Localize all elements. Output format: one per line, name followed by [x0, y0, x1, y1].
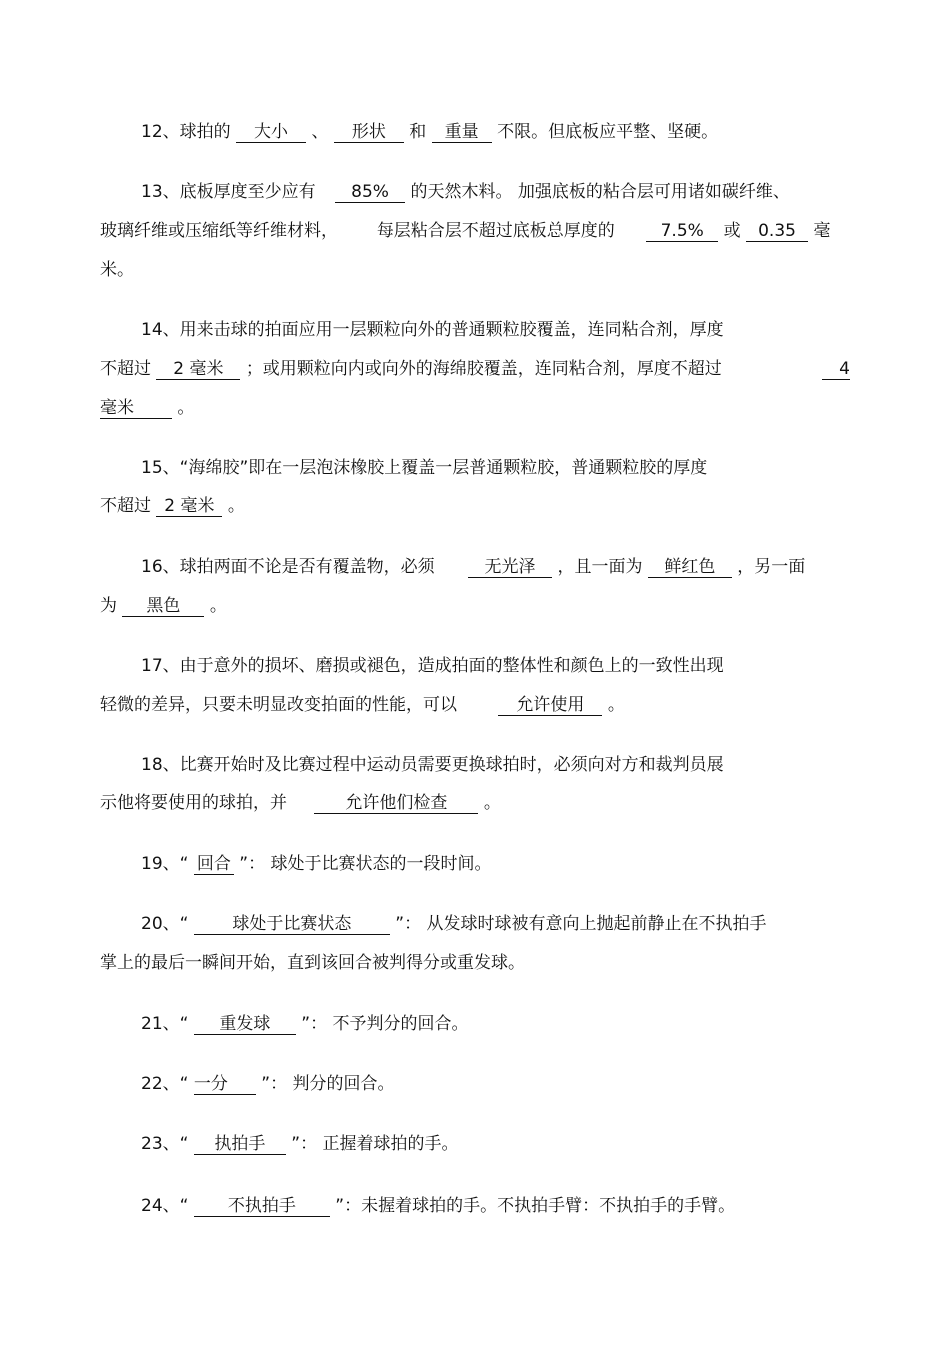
item-13-sep: 或	[723, 221, 741, 241]
item-12-sep-2: 和	[409, 122, 427, 142]
item-23-prefix: 23、“	[141, 1134, 189, 1154]
item-18-blank-1: 允许他们检查	[314, 794, 478, 814]
item-19	[141, 853, 491, 875]
item-14-line-3	[100, 397, 194, 419]
item-16-mid: ，且一面为	[557, 557, 643, 577]
item-17-line2-prefix: 轻微的差异，只要未明显改变拍面的性能，可以	[100, 695, 457, 715]
item-15-blank-1: 2 毫米	[156, 497, 222, 517]
item-15-line1-text: 15、“海绵胶”即在一层泡沫橡胶上覆盖一层普通颗粒胶，普通颗粒胶的厚度	[141, 458, 708, 478]
item-15-line-1	[141, 457, 707, 479]
item-13-line3-text: 米。	[100, 260, 134, 280]
item-13-line-1	[141, 181, 790, 203]
item-13-prefix: 13、底板厚度至少应有	[141, 182, 316, 202]
item-18-line1-text: 18、比赛开始时及比赛过程中运动员需要更换球拍时，必须向对方和裁判员展	[141, 755, 724, 775]
item-22	[141, 1073, 394, 1095]
item-13-blank-1: 85%	[335, 183, 405, 203]
item-22-blank-1: 一分	[194, 1075, 256, 1095]
item-13-line2-suffix: 毫	[813, 221, 831, 241]
item-12	[141, 121, 718, 143]
item-20-line2-text: 掌上的最后一瞬间开始，直到该回合被判得分或重发球。	[100, 953, 525, 973]
item-20-line-1	[141, 913, 766, 935]
item-14-blank-2-part-1: 4	[822, 360, 850, 380]
item-12-blank-1: 大小	[236, 123, 306, 143]
item-22-prefix: 22、“	[141, 1074, 189, 1094]
item-18-line2-prefix: 示他将要使用的球拍，并	[100, 793, 287, 813]
item-13-blank-3: 0.35	[746, 222, 808, 242]
item-19-suffix: ”： 球处于比赛状态的一段时间。	[239, 854, 492, 874]
item-12-blank-2: 形状	[334, 123, 404, 143]
item-21-blank-1: 重发球	[194, 1015, 296, 1035]
item-17-line-1	[141, 655, 724, 677]
item-13-line-2	[100, 220, 830, 242]
item-12-prefix: 12、球拍的	[141, 122, 231, 142]
item-19-prefix: 19、“	[141, 854, 189, 874]
item-14-line3-suffix: 。	[177, 398, 195, 418]
item-16-blank-2: 鲜红色	[648, 558, 732, 578]
item-17-blank-1: 允许使用	[498, 696, 602, 716]
item-14-line-2	[100, 358, 722, 380]
item-23-blank-1: 执拍手	[194, 1135, 286, 1155]
item-14-line-1	[141, 319, 724, 341]
item-16-line2-prefix: 为	[100, 596, 117, 616]
item-24-prefix: 24、“	[141, 1196, 189, 1216]
item-23-suffix: ”： 正握着球拍的手。	[291, 1134, 459, 1154]
item-21-prefix: 21、“	[141, 1014, 189, 1034]
item-16-line1-suffix: ，另一面	[737, 557, 806, 577]
item-15-line2-prefix: 不超过	[100, 496, 151, 516]
item-21	[141, 1013, 468, 1035]
item-20-prefix: 20、“	[141, 914, 189, 934]
item-16-line-1	[141, 556, 805, 578]
item-13-line1-suffix: 的天然木料。 加强底板的粘合层可用诸如碳纤维、	[410, 182, 790, 202]
item-13-line-3	[100, 259, 134, 281]
item-15-line-2	[100, 495, 245, 517]
item-20-line-2	[100, 952, 525, 974]
item-12-blank-3: 重量	[432, 123, 492, 143]
item-16-line-2	[100, 595, 227, 617]
item-18-line2-suffix: 。	[483, 793, 501, 813]
item-14-line1-text: 14、用来击球的拍面应用一层颗粒向外的普通颗粒胶覆盖，连同粘合剂，厚度	[141, 320, 724, 340]
item-14-line2-prefix: 不超过	[100, 359, 151, 379]
item-18-line-1	[141, 754, 724, 776]
item-15-line2-suffix: 。	[227, 496, 245, 516]
item-14-blank-1: 2 毫米	[156, 360, 240, 380]
item-16-line2-suffix: 。	[209, 596, 227, 616]
item-17-line-2	[100, 694, 625, 716]
item-16-line1-prefix: 16、球拍两面不论是否有覆盖物，必须	[141, 557, 435, 577]
item-24-suffix: ”：未握着球拍的手。不执拍手臂：不执拍手的手臂。	[335, 1196, 736, 1216]
item-13-text-b: 每层粘合层不超过底板总厚度的	[376, 221, 615, 241]
item-20-blank-1: 球处于比赛状态	[194, 915, 390, 935]
item-16-blank-3: 黑色	[122, 597, 204, 617]
item-22-suffix: ”： 判分的回合。	[261, 1074, 395, 1094]
item-12-suffix: 不限。但底板应平整、坚硬。	[497, 122, 719, 142]
item-20-line1-suffix: ”： 从发球时球被有意向上抛起前静止在不执拍手	[395, 914, 767, 934]
item-14-line2-middle: ；或用颗粒向内或向外的海绵胶覆盖，连同粘合剂，厚度不超过	[245, 359, 722, 379]
item-16-blank-1: 无光泽	[468, 558, 552, 578]
item-13-blank-2: 7.5%	[646, 222, 718, 242]
item-12-sep-1: 、	[311, 122, 329, 142]
item-23	[141, 1133, 458, 1155]
item-13-text-a: 玻璃纤维或压缩纸等纤维材料，	[100, 221, 338, 241]
item-18-line-2	[100, 792, 501, 814]
item-14-blank-2-line-end	[822, 358, 850, 380]
item-19-blank-1: 回合	[194, 855, 234, 875]
item-21-suffix: ”： 不予判分的回合。	[301, 1014, 469, 1034]
item-17-line2-suffix: 。	[607, 695, 625, 715]
item-17-line1-text: 17、由于意外的损坏、磨损或褪色，造成拍面的整体性和颜色上的一致性出现	[141, 656, 724, 676]
item-24	[141, 1195, 735, 1217]
item-24-blank-1: 不执拍手	[194, 1197, 330, 1217]
item-14-blank-2-part-2: 毫米	[100, 399, 172, 419]
